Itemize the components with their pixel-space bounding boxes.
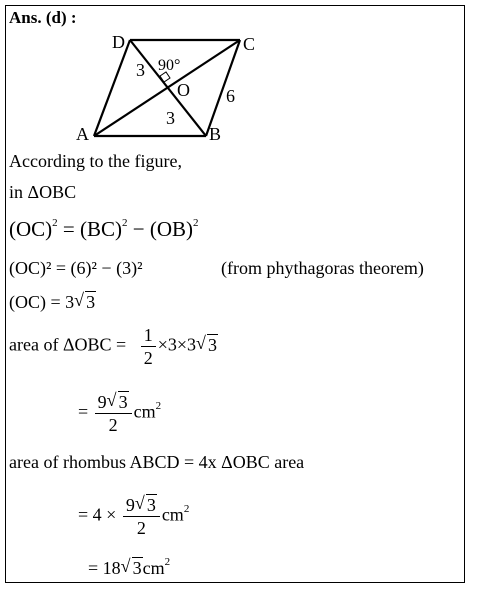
area-obc-formula: area of ΔOBC = $\frac{1}{2}$ ×3×3 √ 3 <box>9 325 218 368</box>
note-pythagoras: (from phythagoras theorem) <box>221 258 424 278</box>
vertex-d: D <box>112 32 125 52</box>
area-rhombus-text: area of rhombus ABCD = 4x ΔOBC area <box>9 452 305 472</box>
label-angle: 90° <box>158 57 181 74</box>
answer-label: Ans. (d) : <box>9 8 77 27</box>
text-in-triangle: in ΔOBC <box>9 182 77 202</box>
label-bc: 6 <box>226 86 235 106</box>
text-according: According to the figure, <box>9 151 182 171</box>
result-oc: (OC) = 3 √ 3 <box>9 290 96 312</box>
equation-values: (OC)² = (6)² − (3)² <box>9 258 143 278</box>
side-da <box>94 40 130 136</box>
vertex-a: A <box>76 124 89 142</box>
label-od: 3 <box>136 60 145 80</box>
area-rhombus-formula: = 4 × 9 √ 3 2 $cm^2$ <box>78 493 190 538</box>
equation-pythagoras: (OC)$^2$ = (BC)$^2$ − (OB)$^2$ <box>9 217 199 241</box>
area-rhombus-result: = 18 √ $3cm^2$ <box>88 556 171 578</box>
vertex-b: B <box>209 124 222 142</box>
vertex-c: C <box>243 34 256 54</box>
vertex-o: O <box>177 80 190 100</box>
area-obc-result: = 9 √ 3 2 $cm^2$ <box>78 390 162 435</box>
rhombus-figure <box>70 32 270 142</box>
label-ob: 3 <box>166 108 175 128</box>
